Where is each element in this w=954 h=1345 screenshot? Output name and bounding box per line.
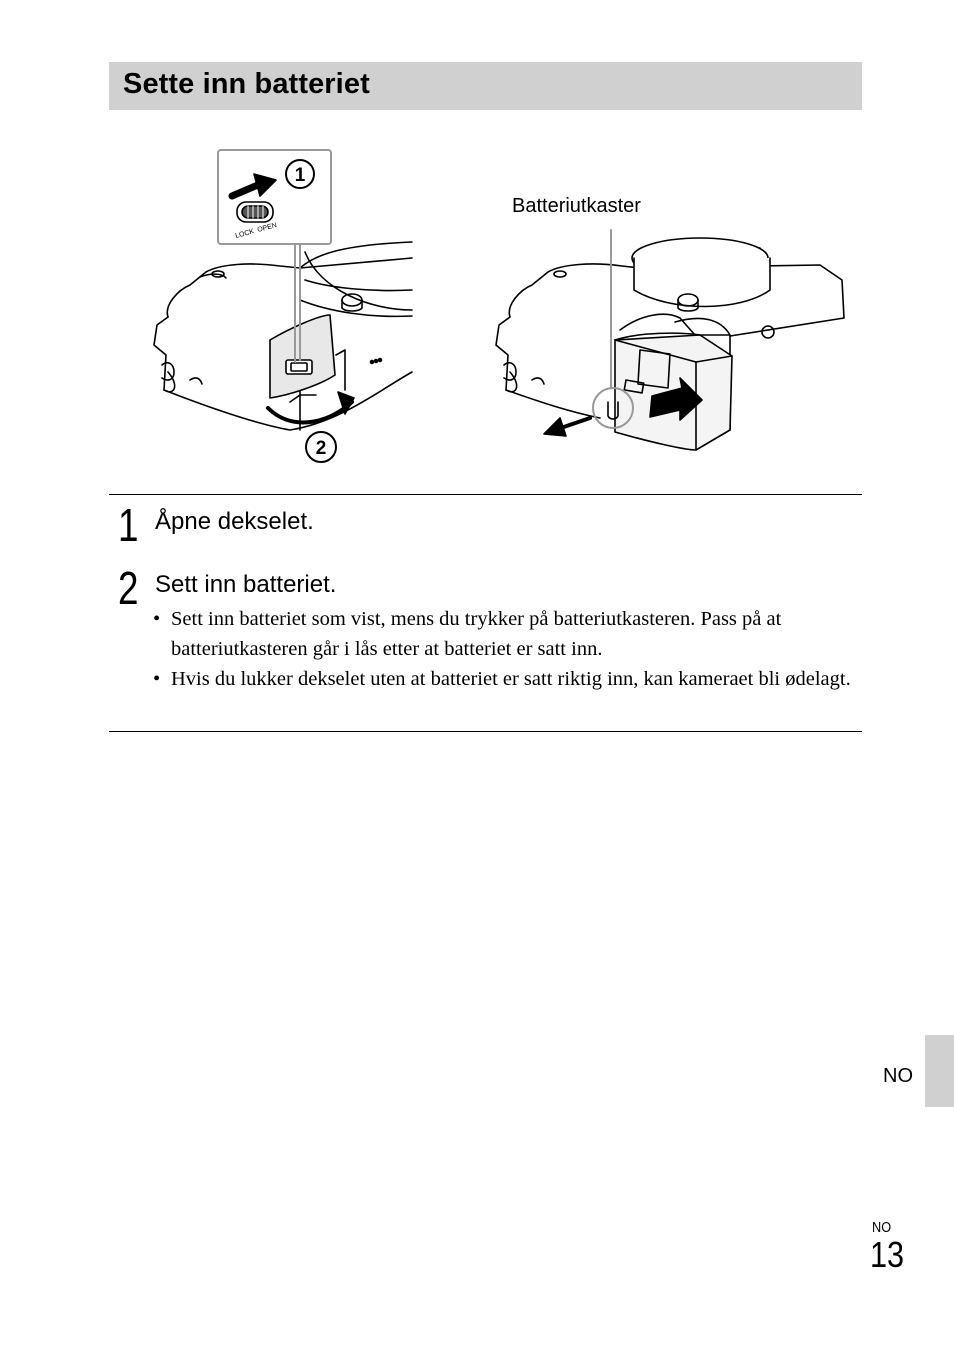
step-2-text: Sett inn batteriet. — [155, 571, 337, 598]
step-2-number: 2 — [118, 562, 139, 614]
section-title-bar — [109, 62, 862, 110]
bullet-item — [153, 604, 868, 664]
steps-top-rule — [109, 494, 862, 495]
side-language-label: NO — [883, 1065, 913, 1087]
page-language-label: NO — [872, 1219, 892, 1236]
callout-1-number: 1 — [294, 165, 306, 186]
step-1-text: Åpne dekselet. — [155, 508, 314, 535]
callout-2-number: 2 — [315, 438, 327, 459]
open-label: OPEN — [256, 222, 278, 234]
lock-label: LOCK — [234, 228, 255, 240]
step-1-number: 1 — [118, 499, 139, 551]
bullet-text: Sett inn batteriet som vist, mens du trykker på batteriutkasteren. Pass på at batteriutkasteren går i lås etter at batteriet er satt inn. — [171, 608, 782, 660]
side-language-tab — [925, 1035, 954, 1107]
battery-ejector-label: Batteriutkaster — [512, 195, 641, 217]
steps-bottom-rule — [109, 731, 862, 732]
bullet-item — [153, 664, 868, 694]
page-number: 13 — [870, 1234, 905, 1275]
bullet-text: Hvis du lukker dekselet uten at batteriet er satt riktig inn, kan kameraet bli ødelagt. — [171, 668, 851, 690]
bullet-symbol: • — [153, 608, 161, 630]
bullet-symbol: • — [153, 668, 161, 690]
battery-insertion-illustration — [140, 140, 860, 470]
camera-right-illustration — [496, 230, 844, 450]
section-title: Sette inn batteriet — [123, 68, 370, 100]
camera-left-illustration — [154, 242, 412, 430]
